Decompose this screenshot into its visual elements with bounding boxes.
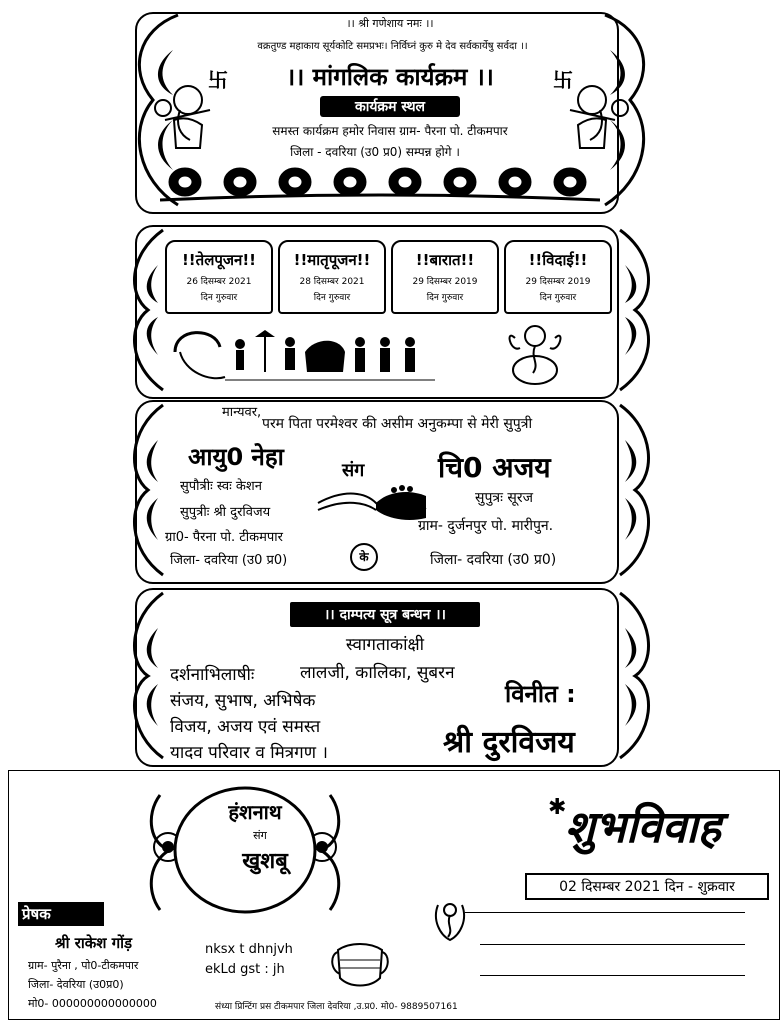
address-line-1 [465,912,745,913]
intro-text: परम पिता परमेश्वर की असीम अनुकम्पा से मेरी सुपुत्री [262,416,533,432]
venue-line-2: जिला - दवरिया (उ0 प्र0) सम्पन्न होगे । [290,145,460,159]
event-name: !!मातृपूजन!! [293,251,371,269]
right-ornament-panel2 [605,225,665,395]
venue-line-1: समस्त कार्यक्रम हमोर निवास ग्राम- पैरना पो. टीकमपार [272,124,508,138]
sender-label: प्रेषक [18,902,104,926]
bride-grandfather: सुपौत्रीः स्वः केशन [180,479,262,494]
event-day: दिन गुरुवार [200,293,238,303]
sang-text: संग [342,460,365,481]
shubh-vivah-title: शुभविवाह [565,802,721,853]
event-card-vidai [504,240,612,314]
sender-name: श्री राकेश गोंड़ [55,934,133,952]
left-ornament-panel4 [118,588,178,763]
face-mask-icon [330,940,390,990]
swastika-left-icon: 卐 [208,68,228,92]
event-card-barat [391,240,499,314]
joined-hands-illustration [316,478,428,528]
groom-village: ग्राम- दुर्जनपुर पो. मारीपुन. [418,518,554,534]
darshan-line-3: यादव परिवार व मित्रगण । [170,743,328,763]
event-date: 26 दिसम्बर 2021 [186,277,252,287]
dampatya-banner: ।। दाम्पत्य सूत्र बन्धन ।। [290,602,480,627]
vineet-label: विनीत : [505,680,576,708]
printer-credit: संध्या प्रिन्टिंग प्रस टीकमपार जिला देवरिया ,उ.प्र0. मो0- 9889507161 [215,1002,458,1012]
star-icon: ✱ [548,795,567,820]
sender-mobile: मो0- 000000000000000 [28,997,157,1010]
cover-groom-name: हंशनाथ [228,800,282,824]
ke-badge [350,543,378,571]
address-line-3 [480,975,745,976]
groom-name: चि0 अजय [438,451,551,484]
event-date: 29 दिसम्बर 2019 [412,277,478,287]
ganesha-icon [500,318,570,388]
address-line-2 [480,944,745,945]
ganesha-left-icon [160,80,215,150]
shloka-text: वक्रतुण्ड महाकाय सूर्यकोटि समप्रभः। निर्विघ्नं कुरु मे देव सर्वकार्येषु सर्वदा ।। [257,41,528,52]
welcome-label: स्वागताकांक्षी [345,635,425,655]
venue-label: कार्यक्रम स्थल [320,96,460,117]
groom-district: जिला- दवरिया (उ0 प्र0) [430,552,557,568]
event-card-matri-pujan [278,240,386,314]
ganesha-right-icon [565,80,620,150]
event-date: 29 दिसम्बर 2019 [525,277,591,287]
sender-address-1: ग्राम- पुरैना , पो0-टीकमपार [28,959,139,972]
event-day: दिन गुरुवार [313,293,351,303]
bride-village: ग्रा0- पैरना पो. टीकमपार [165,530,283,545]
wedding-date-box: 02 दिसम्बर 2021 दिन - शुक्रवार [525,873,769,900]
page-title: ।। मांगलिक कार्यक्रम ।। [286,63,494,91]
cover-sang-text: संग [253,829,267,842]
groom-father: सुपुत्रः सूरज [475,490,533,506]
welcome-names: लालजी, कालिका, सुबरन [300,663,455,683]
bride-district: जिला- दवरिया (उ0 प्र0) [170,553,288,568]
right-ornament-panel3 [605,400,665,580]
right-ornament-panel4 [605,588,665,763]
ganesha-small-icon [430,895,470,945]
event-date: 28 दिसम्बर 2021 [299,277,365,287]
event-name: !!बारात!! [415,251,475,269]
notice-line-1: nksx t dhnjvh [205,942,293,957]
invocation-text: ।। श्री गणेशाय नमः ।। [346,17,434,30]
swastika-right-icon: 卐 [553,68,573,92]
cover-bride-name: खुशबू [242,849,288,874]
event-day: दिन गुरुवार [426,293,464,303]
ke-text: के [359,550,369,564]
darshan-label: दर्शनाभिलाषीः [170,665,255,685]
baraat-procession-illustration [165,322,445,387]
event-name: !!विदाई!! [528,251,588,269]
bride-name: आयु0 नेहा [188,443,284,471]
peacock-feather-row [160,160,600,208]
darshan-line-2: विजय, अजय एवं समस्त [170,717,321,737]
event-name: !!तेलपूजन!! [181,251,257,269]
event-card-tel-pujan [165,240,273,314]
salutation-text: मान्यवर, [222,405,262,420]
darshan-line-1: संजय, सुभाष, अभिषेक [170,691,316,711]
notice-line-2: ekLd gst : jh [205,962,285,977]
bride-father: सुपुत्रीः श्री दुरविजय [180,505,271,520]
event-day: दिन गुरुवार [539,293,577,303]
left-ornament-panel3 [118,400,178,580]
sender-address-2: जिला- देवरिया (उ0प्र0) [28,978,124,991]
sender-family-name: श्री दुरविजय [443,725,575,760]
